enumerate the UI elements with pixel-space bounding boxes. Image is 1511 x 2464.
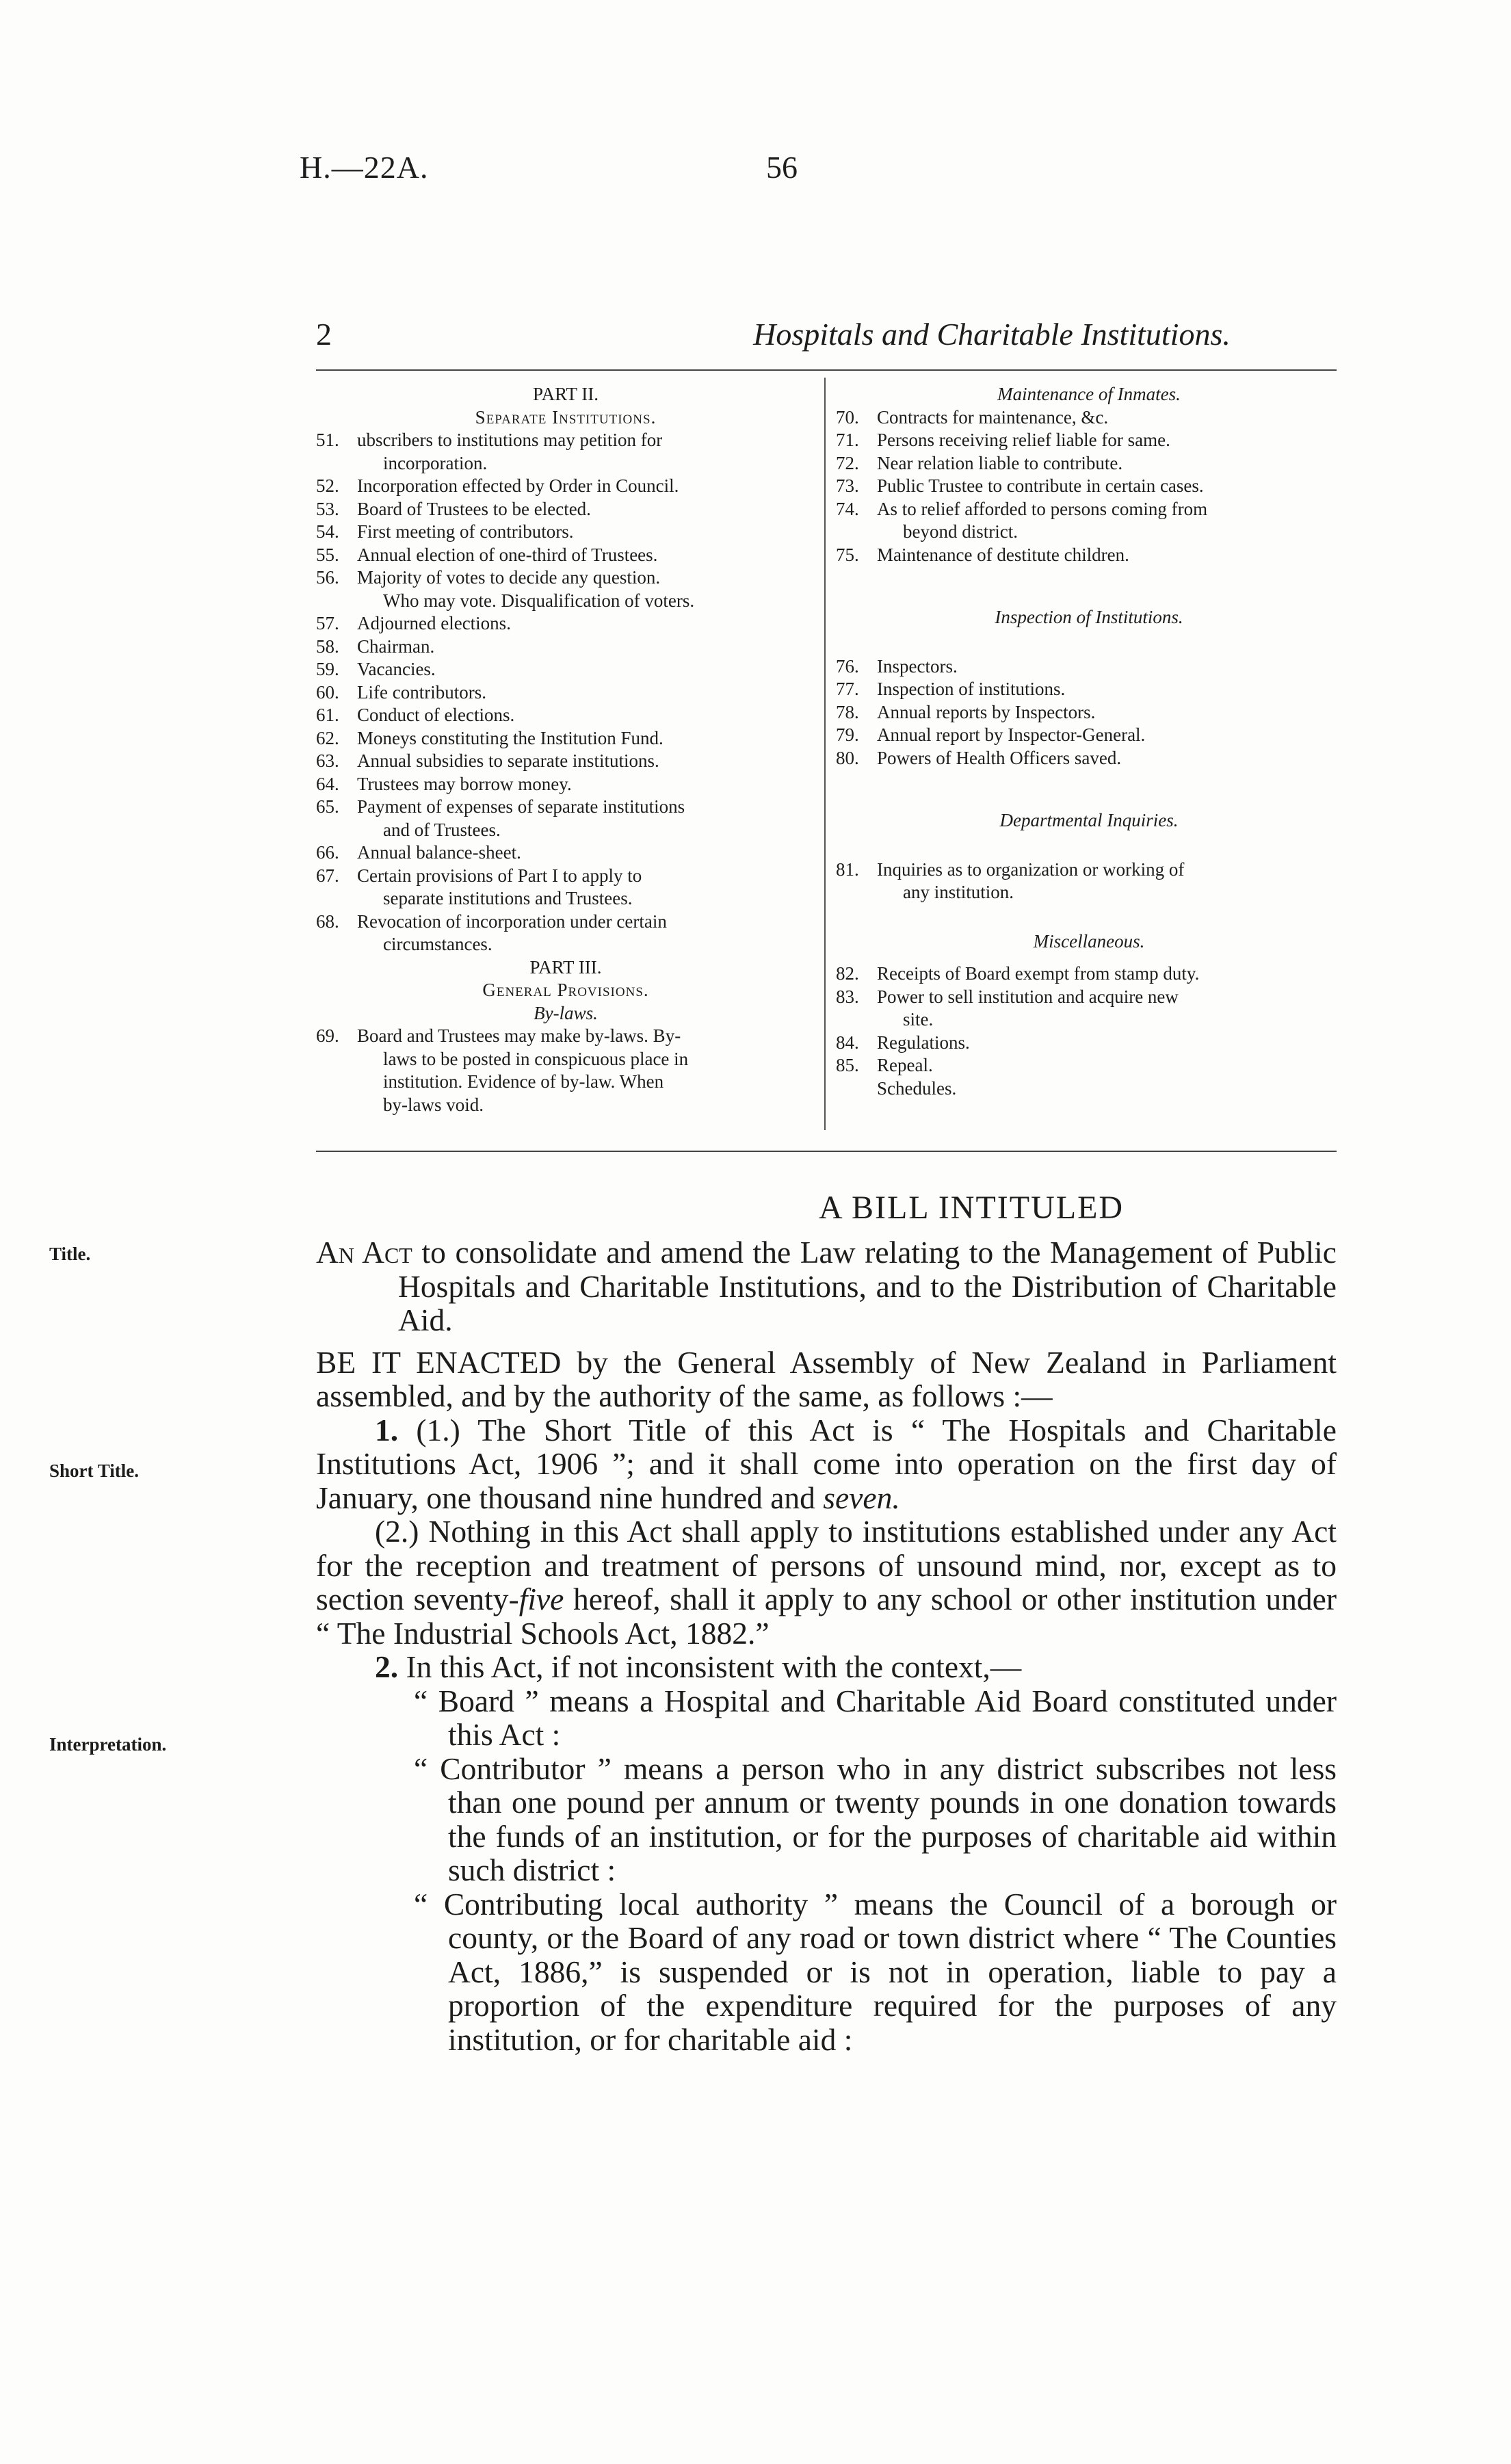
toc-entry [316, 704, 815, 727]
toc-entry [836, 406, 1342, 430]
part2-subheading: Separate Institutions. [475, 406, 657, 428]
part3-heading: PART III. [529, 956, 602, 978]
toc-entry-number: 84. [836, 1032, 859, 1053]
toc-entry-text: Inspectors. [877, 655, 958, 677]
toc-entry-number: 68. [316, 910, 339, 932]
toc-entry-number: 65. [316, 796, 339, 817]
toc-entry [836, 544, 1342, 567]
toc-entry [836, 498, 1342, 521]
toc-right-column [836, 383, 1342, 1100]
section-text: hereof, shall it apply to any school or other institution under “ The Industrial Schools Act, 1882.” [316, 1582, 1337, 1651]
toc-entry-number: 57. [316, 613, 339, 633]
toc-entry-number: 81. [836, 859, 859, 880]
toc-entries-inspection [836, 655, 1342, 770]
section-number: 2. [375, 1649, 399, 1684]
toc-entry [836, 747, 1342, 770]
toc-entry-continuation: institution. Evidence of by-law. When [383, 1071, 664, 1092]
toc-entry-text: Certain provisions of Part I to apply to [357, 865, 642, 886]
toc-entry-number: 76. [836, 655, 859, 677]
toc-entry-text: Life contributors. [357, 681, 486, 703]
toc-entry-text: Trustees may borrow money. [357, 773, 572, 794]
toc-entry-continuation: circumstances. [383, 934, 492, 954]
toc-entry-text: Annual reports by Inspectors. [877, 701, 1096, 722]
toc-entry-number: 70. [836, 406, 859, 428]
column-divider [824, 378, 826, 1130]
toc-entry [316, 750, 815, 773]
toc-entry-text: Annual balance-sheet. [357, 842, 521, 863]
toc-entry-number: 60. [316, 681, 339, 703]
toc-entry-text: Board of Trustees to be elected. [357, 498, 591, 519]
toc-entry [316, 727, 815, 750]
toc-entry-number: 64. [316, 773, 339, 794]
toc-entry [316, 865, 815, 888]
toc-entry-number: 82. [836, 963, 859, 984]
toc-entry-text: Public Trustee to contribute in certain cases. [877, 475, 1204, 496]
toc-entry [316, 566, 815, 590]
toc-entry [316, 910, 815, 934]
toc-entry [836, 452, 1342, 475]
toc-entry-number: 66. [316, 842, 339, 863]
section-text-italic: five [518, 1582, 564, 1616]
misc-heading: Miscellaneous. [1033, 930, 1145, 952]
section-text: In this Act, if not inconsistent with the context,— [406, 1649, 1022, 1684]
toc-entry [836, 655, 1342, 679]
toc-entry-number: 67. [316, 865, 339, 886]
toc-entry-text: ubscribers to institutions may petition for [357, 430, 663, 450]
section-rule [316, 1151, 1337, 1152]
toc-entry-number: 54. [316, 521, 339, 542]
toc-entry-number: 77. [836, 679, 859, 699]
toc-entry [316, 498, 815, 521]
departmental-heading: Departmental Inquiries. [999, 810, 1179, 830]
bill-heading: A BILL INTITULED [818, 1190, 1125, 1226]
definition-contributing-local-authority: “ Contributing local authority ” means the Council of a borough or county, or the Board of any road or town district where “ The Counties Act, 1886,” is suspended or is not in operation, liable to pay a proportion of the expenditure required for the purposes of any institution, or for charitable aid : [414, 1886, 1337, 2057]
section-1-2 [316, 1515, 1337, 1650]
toc-entry-text: Moneys constituting the Institution Fund. [357, 727, 663, 748]
toc-entry-text: Majority of votes to decide any question. [357, 567, 661, 588]
toc-entry-continuation: separate institutions and Trustees. [383, 888, 633, 908]
toc-entry [316, 796, 815, 819]
toc-entry [836, 475, 1342, 498]
toc-entry-text: Annual report by Inspector-General. [877, 724, 1146, 745]
section-text-italic: seven. [823, 1480, 900, 1515]
toc-entry-text: Annual subsidies to separate institutions. [357, 750, 659, 771]
section-number: 1. [375, 1412, 399, 1447]
toc-entry-text: Regulations. [877, 1032, 970, 1053]
top-rule [316, 369, 1337, 371]
toc-entry-number: 53. [316, 498, 339, 519]
toc-entries-miscellaneous [836, 962, 1342, 1077]
toc-entry-number: 78. [836, 701, 859, 722]
margin-note-title: Title. [49, 1244, 91, 1264]
toc-entry-continuation: any institution. [903, 882, 1014, 902]
toc-entry-text: Chairman. [357, 635, 435, 657]
inspection-heading: Inspection of Institutions. [995, 607, 1183, 627]
toc-entry [836, 859, 1342, 882]
toc-entry-number: 75. [836, 544, 859, 565]
toc-entry-text: First meeting of contributors. [357, 521, 574, 542]
toc-entry-continuation: by-laws void. [383, 1094, 484, 1115]
toc-entry-number: 69. [316, 1025, 339, 1046]
toc-entry-number: 61. [316, 705, 339, 725]
toc-entry-number: 79. [836, 724, 859, 745]
toc-entry-text: Repeal. [877, 1055, 933, 1075]
toc-entry [836, 724, 1342, 747]
margin-note-short-title: Short Title. [49, 1460, 140, 1481]
toc-entry-continuation: site. [903, 1009, 934, 1030]
toc-entry-number: 52. [316, 475, 339, 496]
definition-board: “ Board ” means a Hospital and Charitable Aid Board constituted under this Act : [414, 1683, 1337, 1752]
maintenance-heading: Maintenance of Inmates. [997, 384, 1181, 404]
toc-entry-text: Conduct of elections. [357, 705, 515, 725]
part3-subheading: General Provisions. [482, 980, 649, 1000]
bill-body [316, 1235, 1337, 2056]
toc-entry [836, 1032, 1342, 1055]
toc-entries-part2 [316, 429, 815, 956]
toc-entry [316, 773, 815, 796]
toc-entry [316, 1025, 815, 1048]
toc-entry [836, 701, 1342, 724]
toc-entry [836, 429, 1342, 452]
toc-entry-number: 63. [316, 750, 339, 771]
toc-entry-number: 71. [836, 430, 859, 450]
toc-entry-number: 83. [836, 986, 859, 1007]
toc-entry-number: 72. [836, 452, 859, 473]
toc-entry-text: Receipts of Board exempt from stamp duty. [877, 963, 1200, 984]
toc-entry [836, 678, 1342, 701]
toc-entry-continuation: laws to be posted in conspicuous place in [383, 1048, 689, 1069]
long-title-text: to consolidate and amend the Law relating to the Management of Public Hospitals and Charitable Institutions, and to the Distribution of Charitable Aid. [398, 1235, 1337, 1337]
toc-entry-number: 55. [316, 544, 339, 565]
inner-page-number: 2 [316, 317, 332, 352]
toc-entry-text: Power to sell institution and acquire new [877, 986, 1179, 1007]
toc-entry-continuation: and of Trustees. [383, 819, 501, 840]
long-title [316, 1235, 1337, 1337]
toc-entries-maintenance [836, 406, 1342, 567]
toc-entry-text: Revocation of incorporation under certain [357, 910, 667, 932]
toc-entry-number: 62. [316, 727, 339, 748]
section-1-1 [316, 1413, 1337, 1515]
toc-entry [316, 658, 815, 681]
toc-entry-text: Payment of expenses of separate institutions [357, 796, 685, 817]
toc-entry [836, 962, 1342, 986]
toc-entry-number: 51. [316, 430, 339, 450]
toc-entry-text: Adjourned elections. [357, 613, 511, 633]
section-text: (2.) Nothing in this Act shall apply to institutions established under any Act for the reception and treatment of persons of unsound mind, nor, except as to section seventy- [316, 1514, 1337, 1616]
schedules-entry: Schedules. [877, 1077, 957, 1099]
toc-entry-continuation: Who may vote. Disqualification of voters. [383, 590, 695, 611]
running-title: Hospitals and Charitable Institutions. [753, 317, 1231, 352]
section-text: (1.) The Short Title of this Act is “ The Hospitals and Charitable Institutions Act, 1906 ”; and it shall come into operation on the first day of January, one thousand nine hundred and [316, 1412, 1337, 1515]
document-reference: H.—22A. [300, 150, 429, 185]
toc-entry-text: Annual election of one-third of Trustees. [357, 544, 658, 565]
toc-entry [316, 521, 815, 544]
toc-entry-text: Inquiries as to organization or working of [877, 859, 1185, 880]
margin-note-interpretation: Interpretation. [49, 1734, 167, 1755]
toc-entry-number: 73. [836, 475, 859, 496]
toc-entry [316, 612, 815, 635]
toc-entry-continuation: incorporation. [383, 452, 488, 473]
long-title-lead: An Act [316, 1235, 412, 1270]
toc-entry-text: Vacancies. [357, 659, 436, 679]
toc-entry-text: Maintenance of destitute children. [877, 544, 1129, 565]
section-2 [316, 1650, 1337, 1684]
toc-entry [836, 986, 1342, 1009]
toc-entry-number: 58. [316, 635, 339, 657]
toc-entry [316, 635, 815, 659]
toc-entry [316, 841, 815, 865]
toc-entry-text: As to relief afforded to persons coming from [877, 498, 1208, 519]
toc-entry [316, 475, 815, 498]
enacting-text: by the General Assembly of New Zealand in Parliament assembled, and by the authority of the same, as follows :— [316, 1344, 1337, 1413]
toc-entry-text: Powers of Health Officers saved. [877, 747, 1122, 768]
toc-entry [316, 429, 815, 452]
bylaws-heading: By-laws. [534, 1002, 598, 1023]
toc-entry-text: Near relation liable to contribute. [877, 452, 1123, 473]
toc-entry-text: Incorporation effected by Order in Council. [357, 475, 679, 496]
toc-entry-number: 59. [316, 659, 339, 679]
enacting-lead: BE IT ENACTED [316, 1344, 562, 1380]
toc-entry-number: 56. [316, 567, 339, 588]
toc-entry-text: Board and Trustees may make by-laws. By- [357, 1025, 681, 1046]
toc-entry-continuation: beyond district. [903, 521, 1018, 542]
toc-entry [316, 544, 815, 567]
toc-entry-number: 74. [836, 498, 859, 519]
definition-contributor: “ Contributor ” means a person who in any district subscribes not less than one pound per annum or twenty pounds in one donation towards the funds of an institution, or for the purposes of charitable aid within such district : [414, 1751, 1337, 1887]
toc-entry-text: Persons receiving relief liable for same. [877, 430, 1170, 450]
enacting-clause [316, 1346, 1337, 1413]
toc-left-column [316, 383, 815, 1116]
toc-entry-text: Contracts for maintenance, &c. [877, 406, 1109, 428]
toc-entry-text: Inspection of institutions. [877, 679, 1066, 699]
toc-entry-number: 85. [836, 1055, 859, 1075]
toc-entry [836, 1054, 1342, 1077]
toc-entry [316, 681, 815, 705]
page-number: 56 [766, 150, 798, 185]
part2-heading: PART II. [533, 384, 599, 404]
toc-entry-number: 80. [836, 747, 859, 768]
